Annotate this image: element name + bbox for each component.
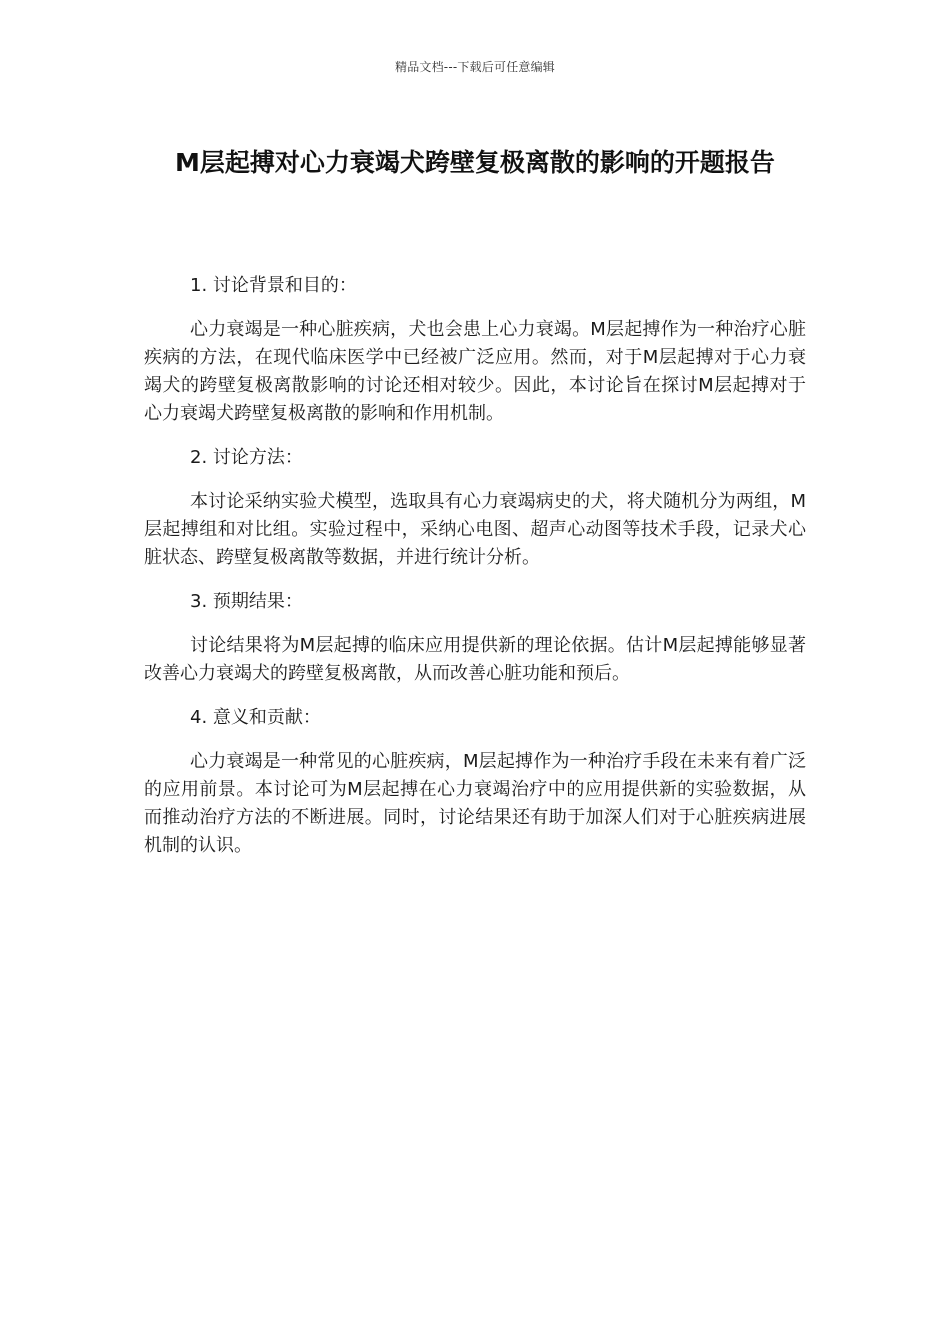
section-heading: 4. 意义和贡献： [190,707,321,728]
document-title: M层起搏对心力衰竭犬跨壁复极离散的影响的开题报告 [175,148,775,177]
section-paragraph: 心力衰竭是一种心脏疾病，犬也会患上心力衰竭。M层起搏作为一种治疗心脏疾病的方法，在现代临床医学中已经被广泛应用。然而，对于M层起搏对于心力衰竭犬的跨壁复极离散影响的讨论还相对较少。因此，本讨论旨在探讨M层起搏对于心力衰竭犬跨壁复极离散的影响和作用机制。 [144,319,806,424]
section-background [144,272,806,428]
section-heading: 1. 讨论背景和目的： [190,275,357,296]
section-heading: 3. 预期结果： [190,591,303,612]
section-paragraph: 讨论结果将为M层起搏的临床应用提供新的理论依据。估计M层起搏能够显著改善心力衰竭犬的跨壁复极离散，从而改善心脏功能和预后。 [144,635,806,684]
section-paragraph: 心力衰竭是一种常见的心脏疾病，M层起搏作为一种治疗手段在未来有着广泛的应用前景。本讨论可为M层起搏在心力衰竭治疗中的应用提供新的实验数据，从而推动治疗方法的不断进展。同时，讨论结果还有助于加深人们对于心脏疾病进展机制的认识。 [144,751,806,856]
header-note: 精品文档---下载后可任意编辑 [395,60,555,74]
section-paragraph: 本讨论采纳实验犬模型，选取具有心力衰竭病史的犬，将犬随机分为两组，M层起搏组和对比组。实验过程中，采纳心电图、超声心动图等技术手段，记录犬心脏状态、跨壁复极离散等数据，并进行统计分析。 [144,491,806,568]
section-heading: 2. 讨论方法： [190,447,303,468]
section-expected-results [144,588,806,688]
section-methods [144,444,806,572]
document-body [144,272,806,876]
section-significance [144,704,806,860]
